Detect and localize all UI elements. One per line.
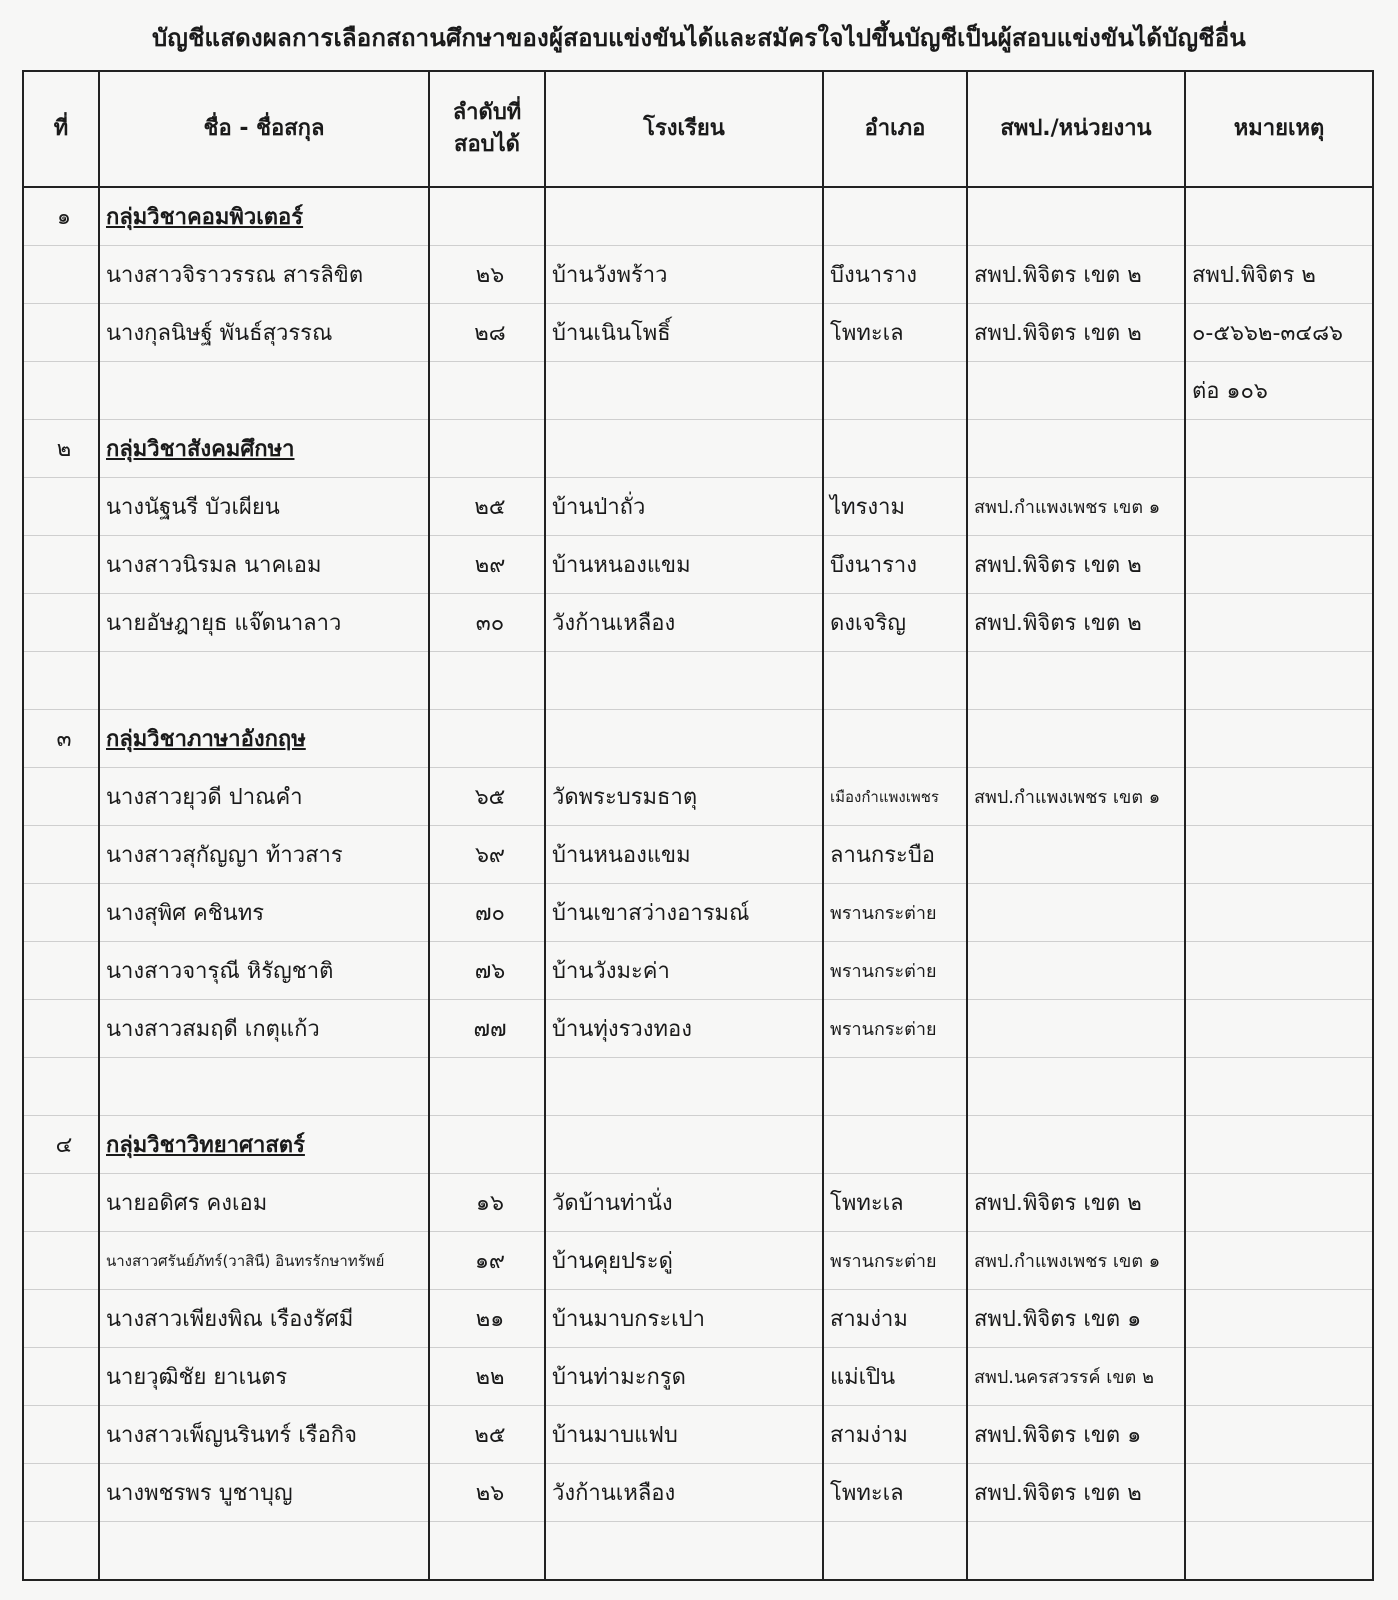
group-header-row <box>23 1116 1373 1174</box>
name-cell: นายอัษฎายุธ แจ๊ดนาลาว <box>99 594 429 652</box>
empty-cell <box>429 710 545 768</box>
no-cell <box>23 652 99 710</box>
empty-cell <box>967 1116 1185 1174</box>
rank-cell: ๒๕ <box>429 1406 545 1464</box>
empty-cell <box>545 710 823 768</box>
school-cell <box>545 1522 823 1581</box>
rank-cell: ๗๐ <box>429 884 545 942</box>
remark-cell <box>1185 594 1373 652</box>
office-cell <box>967 942 1185 1000</box>
name-cell <box>99 1522 429 1581</box>
rank-cell: ๖๕ <box>429 768 545 826</box>
header-rank <box>429 71 545 187</box>
office-cell: สพป.พิจิตร เขต ๒ <box>967 1174 1185 1232</box>
no-cell <box>23 594 99 652</box>
office-cell <box>967 652 1185 710</box>
school-cell: บ้านวังมะค่า <box>545 942 823 1000</box>
school-cell: บ้านทุ่งรวงทอง <box>545 1000 823 1058</box>
document-title: บัญชีแสดงผลการเลือกสถานศึกษาของผู้สอบแข่งขันได้และสมัครใจไปขึ้นบัญชีเป็นผู้สอบแข่งขันได้บัญชีอื่น <box>151 24 1246 52</box>
empty-cell <box>967 710 1185 768</box>
table-body <box>23 187 1373 1580</box>
office-cell <box>967 1522 1185 1581</box>
table-row <box>23 1232 1373 1290</box>
district-cell <box>823 1058 967 1116</box>
office-cell: สพป.พิจิตร เขต ๑ <box>967 1406 1185 1464</box>
rank-cell <box>429 1522 545 1581</box>
name-cell: นางสาวนิรมล นาคเอม <box>99 536 429 594</box>
district-cell <box>823 1522 967 1581</box>
district-cell: บึงนาราง <box>823 536 967 594</box>
school-cell: บ้านป่าถั่ว <box>545 478 823 536</box>
empty-cell <box>429 187 545 246</box>
district-cell: พรานกระต่าย <box>823 884 967 942</box>
no-cell <box>23 304 99 362</box>
empty-cell <box>823 1116 967 1174</box>
empty-cell <box>823 710 967 768</box>
table-row <box>23 1058 1373 1116</box>
rank-cell: ๒๒ <box>429 1348 545 1406</box>
name-cell <box>99 1058 429 1116</box>
school-cell: วัดพระบรมธาตุ <box>545 768 823 826</box>
group-name-cell: กลุ่มวิชาภาษาอังกฤษ <box>99 710 429 768</box>
remark-cell <box>1185 536 1373 594</box>
no-cell <box>23 1232 99 1290</box>
district-cell: พรานกระต่าย <box>823 1232 967 1290</box>
name-cell: นางสุพิศ คชินทร <box>99 884 429 942</box>
header-rank-line1: ลำดับที่ <box>452 100 522 126</box>
no-cell <box>23 768 99 826</box>
no-cell <box>23 1174 99 1232</box>
no-cell <box>23 942 99 1000</box>
remark-cell <box>1185 1348 1373 1406</box>
rank-cell: ๒๖ <box>429 246 545 304</box>
table-row <box>23 942 1373 1000</box>
office-cell <box>967 1058 1185 1116</box>
school-cell: วังก้านเหลือง <box>545 1464 823 1522</box>
no-cell <box>23 1290 99 1348</box>
office-cell <box>967 1000 1185 1058</box>
empty-cell <box>967 420 1185 478</box>
no-cell <box>23 246 99 304</box>
rank-cell: ๒๕ <box>429 478 545 536</box>
remark-cell <box>1185 1058 1373 1116</box>
remark-cell: สพป.พิจิตร ๒ <box>1185 246 1373 304</box>
table-row <box>23 594 1373 652</box>
school-cell: บ้านเขาสว่างอารมณ์ <box>545 884 823 942</box>
header-school: โรงเรียน <box>545 71 823 187</box>
no-cell <box>23 1522 99 1581</box>
candidate-table <box>22 70 1374 1581</box>
table-row <box>23 1174 1373 1232</box>
table-row <box>23 1406 1373 1464</box>
school-cell: บ้านท่ามะกรูด <box>545 1348 823 1406</box>
rank-cell: ๒๑ <box>429 1290 545 1348</box>
rank-cell <box>429 652 545 710</box>
table-row <box>23 1290 1373 1348</box>
table-row <box>23 884 1373 942</box>
name-cell: นายอดิศร คงเอม <box>99 1174 429 1232</box>
header-district: อำเภอ <box>823 71 967 187</box>
district-cell: สามง่าม <box>823 1406 967 1464</box>
group-no-cell: ๑ <box>23 187 99 246</box>
district-cell: พรานกระต่าย <box>823 1000 967 1058</box>
office-cell: สพป.กำแพงเพชร เขต ๑ <box>967 768 1185 826</box>
name-cell <box>99 652 429 710</box>
rank-cell: ๒๖ <box>429 1464 545 1522</box>
header-remark: หมายเหตุ <box>1185 71 1373 187</box>
table-row <box>23 1464 1373 1522</box>
no-cell <box>23 884 99 942</box>
name-cell: นางสาวเพียงพิณ เรืองรัศมี <box>99 1290 429 1348</box>
school-cell <box>545 1058 823 1116</box>
group-name-cell: กลุ่มวิชาคอมพิวเตอร์ <box>99 187 429 246</box>
group-name-cell: กลุ่มวิชาสังคมศึกษา <box>99 420 429 478</box>
remark-cell <box>1185 652 1373 710</box>
empty-cell <box>545 187 823 246</box>
office-cell: สพป.พิจิตร เขต ๒ <box>967 1464 1185 1522</box>
group-no-cell: ๒ <box>23 420 99 478</box>
no-cell <box>23 826 99 884</box>
office-cell: สพป.พิจิตร เขต ๒ <box>967 304 1185 362</box>
remark-cell: ต่อ ๑๐๖ <box>1185 362 1373 420</box>
header-office: สพป./หน่วยงาน <box>967 71 1185 187</box>
school-cell: บ้านวังพร้าว <box>545 246 823 304</box>
district-cell: ไทรงาม <box>823 478 967 536</box>
table-row <box>23 304 1373 362</box>
empty-cell <box>1185 187 1373 246</box>
remark-cell <box>1185 1406 1373 1464</box>
no-cell <box>23 1348 99 1406</box>
table-row <box>23 1522 1373 1581</box>
name-cell: นางสาวยุวดี ปาณคำ <box>99 768 429 826</box>
office-cell: สพป.พิจิตร เขต ๑ <box>967 1290 1185 1348</box>
office-cell <box>967 362 1185 420</box>
district-cell <box>823 362 967 420</box>
rank-cell: ๒๘ <box>429 304 545 362</box>
name-cell: นางสาวจิราวรรณ สารลิขิต <box>99 246 429 304</box>
name-cell: นางสาวสุกัญญา ท้าวสาร <box>99 826 429 884</box>
empty-cell <box>823 420 967 478</box>
rank-cell: ๒๙ <box>429 536 545 594</box>
school-cell <box>545 652 823 710</box>
office-cell: สพป.พิจิตร เขต ๒ <box>967 594 1185 652</box>
district-cell <box>823 652 967 710</box>
district-cell: โพทะเล <box>823 1464 967 1522</box>
school-cell: บ้านมาบแฟบ <box>545 1406 823 1464</box>
office-cell: สพป.พิจิตร เขต ๒ <box>967 536 1185 594</box>
header-rank-line2: สอบได้ <box>454 132 520 157</box>
empty-cell <box>1185 1116 1373 1174</box>
remark-cell <box>1185 478 1373 536</box>
remark-cell <box>1185 1464 1373 1522</box>
empty-cell <box>545 420 823 478</box>
no-cell <box>23 1058 99 1116</box>
office-cell <box>967 884 1185 942</box>
district-cell: พรานกระต่าย <box>823 942 967 1000</box>
rank-cell: ๖๙ <box>429 826 545 884</box>
no-cell <box>23 1464 99 1522</box>
school-cell: บ้านเนินโพธิ์ <box>545 304 823 362</box>
school-cell: บ้านหนองแขม <box>545 826 823 884</box>
remark-cell <box>1185 768 1373 826</box>
no-cell <box>23 362 99 420</box>
district-cell: ดงเจริญ <box>823 594 967 652</box>
name-cell: นางสาวเพ็ญนรินทร์ เรือกิจ <box>99 1406 429 1464</box>
office-cell: สพป.กำแพงเพชร เขต ๑ <box>967 478 1185 536</box>
empty-cell <box>967 187 1185 246</box>
district-cell: สามง่าม <box>823 1290 967 1348</box>
table-row <box>23 1000 1373 1058</box>
rank-cell: ๑๖ <box>429 1174 545 1232</box>
group-header-row <box>23 187 1373 246</box>
office-cell: สพป.พิจิตร เขต ๒ <box>967 246 1185 304</box>
name-cell: นางสาวศรันย์ภัทร์(วาสินี) อินทรรักษาทรัพย์ <box>99 1232 429 1290</box>
no-cell <box>23 1000 99 1058</box>
rank-cell <box>429 1058 545 1116</box>
table-row <box>23 478 1373 536</box>
district-cell: ลานกระบือ <box>823 826 967 884</box>
empty-cell <box>1185 710 1373 768</box>
school-cell <box>545 362 823 420</box>
table-row <box>23 768 1373 826</box>
header-name: ชื่อ - ชื่อสกุล <box>99 71 429 187</box>
empty-cell <box>429 1116 545 1174</box>
name-cell: นางสาวสมฤดี เกตุแก้ว <box>99 1000 429 1058</box>
office-cell: สพป.กำแพงเพชร เขต ๑ <box>967 1232 1185 1290</box>
remark-cell <box>1185 1290 1373 1348</box>
office-cell <box>967 826 1185 884</box>
table-row <box>23 246 1373 304</box>
office-cell: สพป.นครสวรรค์ เขต ๒ <box>967 1348 1185 1406</box>
school-cell: วัดบ้านท่านั่ง <box>545 1174 823 1232</box>
district-cell: เมืองกำแพงเพชร <box>823 768 967 826</box>
no-cell <box>23 1406 99 1464</box>
rank-cell <box>429 362 545 420</box>
remark-cell <box>1185 884 1373 942</box>
school-cell: วังก้านเหลือง <box>545 594 823 652</box>
group-header-row <box>23 710 1373 768</box>
name-cell: นายวุฒิชัย ยาเนตร <box>99 1348 429 1406</box>
rank-cell: ๗๖ <box>429 942 545 1000</box>
rank-cell: ๗๗ <box>429 1000 545 1058</box>
group-no-cell: ๔ <box>23 1116 99 1174</box>
remark-cell: ๐-๕๖๖๒-๓๔๘๖ <box>1185 304 1373 362</box>
no-cell <box>23 536 99 594</box>
table-row <box>23 536 1373 594</box>
school-cell: บ้านมาบกระเปา <box>545 1290 823 1348</box>
empty-cell <box>545 1116 823 1174</box>
remark-cell <box>1185 942 1373 1000</box>
district-cell: แม่เปิน <box>823 1348 967 1406</box>
name-cell: นางกุลนิษฐ์ พันธ์สุวรรณ <box>99 304 429 362</box>
group-header-row <box>23 420 1373 478</box>
table-row <box>23 1348 1373 1406</box>
remark-cell <box>1185 826 1373 884</box>
name-cell: นางสาวจารุณี หิรัญชาติ <box>99 942 429 1000</box>
header-no: ที่ <box>23 71 99 187</box>
no-cell <box>23 478 99 536</box>
district-cell: บึงนาราง <box>823 246 967 304</box>
empty-cell <box>823 187 967 246</box>
name-cell <box>99 362 429 420</box>
name-cell: นางพชรพร บูชาบุญ <box>99 1464 429 1522</box>
remark-cell <box>1185 1232 1373 1290</box>
table-header-row <box>23 71 1373 187</box>
empty-cell <box>1185 420 1373 478</box>
school-cell: บ้านหนองแขม <box>545 536 823 594</box>
district-cell: โพทะเล <box>823 1174 967 1232</box>
group-name-cell: กลุ่มวิชาวิทยาศาสตร์ <box>99 1116 429 1174</box>
district-cell: โพทะเล <box>823 304 967 362</box>
rank-cell: ๑๙ <box>429 1232 545 1290</box>
group-no-cell: ๓ <box>23 710 99 768</box>
remark-cell <box>1185 1000 1373 1058</box>
remark-cell <box>1185 1522 1373 1581</box>
name-cell: นางนัฐนรี บัวเผียน <box>99 478 429 536</box>
rank-cell: ๓๐ <box>429 594 545 652</box>
table-row <box>23 652 1373 710</box>
table-row <box>23 826 1373 884</box>
empty-cell <box>429 420 545 478</box>
remark-cell <box>1185 1174 1373 1232</box>
school-cell: บ้านคุยประดู่ <box>545 1232 823 1290</box>
table-row <box>23 362 1373 420</box>
